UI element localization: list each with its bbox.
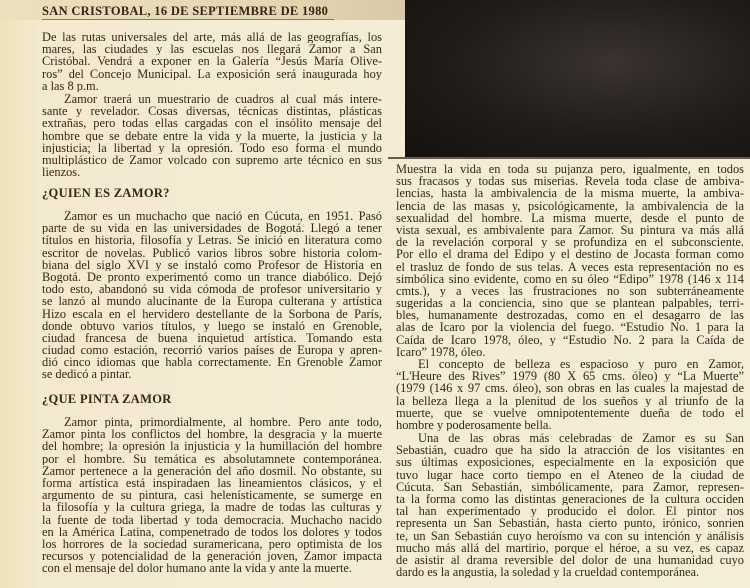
text-line: ciudad francesa de buena inquietud artística. Tomando esta: [42, 331, 382, 345]
text-line: forma artística está inspiradaen las lineamientos clásicos, y el: [42, 476, 382, 490]
text-line: argumento de su pintura, casi helenísticamente, se sumerge en: [42, 489, 382, 502]
text-line: multiplástico de Zamor volcado con supremo arte técnico en sus: [42, 153, 382, 167]
text-line: mucho más allá del martirio, porque el héroe, a su vez, es capaz: [396, 541, 744, 554]
text-line: la belleza llega a la plenitud de los sueños y al triunfo de la: [396, 394, 744, 407]
text-line: Zamor pinta los conflictos del hombre, la desgracia y la muerte: [42, 428, 382, 441]
text-line: en la América Latina, compenetrado de todos los dolores y todos: [42, 525, 382, 538]
artwork-photo: [405, 0, 750, 157]
text-line: alas de Icaro por la violencia del fuego. “Estudio No. 1 para la: [396, 321, 744, 334]
text-line: Cristóbal. Vendrá a exponer en la Galería “Jesús María Olive-: [42, 55, 382, 68]
text-line: Caída de Icaro 1978, óleo, y “Estudio No. 2 para la Caída de: [396, 333, 744, 346]
section-heading-que-pinta-zamor: ¿QUE PINTA ZAMOR: [42, 392, 172, 406]
text-line: la fuente de toda libertad y toda democracia. Muchacho nacido: [42, 513, 382, 526]
text-line: donde obtuvo varios títulos, y luego se instaló en Grenoble,: [42, 319, 382, 332]
text-line: de la revelación corporal y se profundiza en el subconsciente.: [396, 236, 744, 249]
text-line: ros” del Concejo Municipal. La exposición será inaugurada hoy: [42, 67, 382, 80]
intro-paragraph-2: [42, 93, 382, 178]
text-line: sugeridas a la conciencia, sino que se plantean palpables, terri-: [396, 297, 744, 310]
text-line: sexualidad del hombre. La misma muerte, desde el punto de: [396, 211, 744, 224]
text-line: Cúcuta. San Sebastián, simbólicamente, para Zamor, represen-: [396, 480, 744, 493]
text-line: tuvo lugar hace corto tiempo en el Ateneo de la ciudad de: [396, 468, 744, 481]
text-line: parte de su vida en las universidades de Bogotá. Llegó a tener: [42, 222, 382, 235]
text-line: títulos en historia, filosofía y Letras. Se inició en literatura como: [42, 234, 382, 247]
section2-paragraph: [42, 416, 382, 574]
text-line: dió cinco idiomas que habla correctamente. En Grenoble Zamor: [42, 356, 382, 369]
text-line: con el mensaje del dolor humano ante la vida y ante la muerte.: [42, 562, 352, 575]
text-line: Por ello el drama del Edipo y el destino de Jocasta forman como: [396, 248, 744, 261]
right-paragraph-3: [396, 432, 744, 578]
text-line: dardo es la angustia, la soledad y la crueldad contemporánea.: [396, 566, 700, 579]
text-line: ta la forma como las distintas generaciones de la cultura occiden: [396, 492, 744, 506]
text-line: Sebastián, cuadro que ha sido la atracción de los visitantes en: [396, 444, 744, 457]
text-line: (1979 (146 x 97 cms. óleo), son obras en las cuales la majestad de: [396, 382, 744, 395]
text-line: Zamor traerá un muestrario de cuadros al cual más intere-: [64, 93, 382, 106]
text-line: sante y revelador. Cosas diversas, técnicas distintas, plásticas: [42, 105, 382, 118]
text-line: Bogotá. De pronto experimentó como un trance diabólico. Dejó: [42, 270, 382, 284]
text-line: lencia de las masas y, psicológicamente, la ambivalencia de la: [396, 199, 744, 212]
right-paragraph-1: [396, 163, 744, 358]
text-line: representa un San Sebastián, hasta cierto punto, irónico, sonrien: [396, 517, 744, 530]
text-line: simbólica sino evidente, como en su óleo “Edipo” 1978 (146 x 114: [396, 272, 744, 285]
text-line: a las 8 p.m.: [42, 79, 99, 92]
text-line: todo esto, abandonó su vida cómoda de profesor universitario y: [42, 283, 382, 296]
text-line: la filosofía y la cultura griega, la madre de todas las culturas y: [42, 501, 382, 514]
text-line: extrañas, pero todas ellas cargadas con el insólito mensaje del: [42, 117, 382, 130]
text-line: muerte, que se vuelve omnipotentemente dueña de todo el: [396, 406, 744, 419]
text-line: El concepto de belleza es espacioso y puro en Zamor,: [418, 358, 744, 371]
text-line: te, un San Sebastián cuyo heroísmo va con su intención y análisis: [396, 529, 744, 542]
section-heading-quien-es-zamor: ¿QUIEN ES ZAMOR?: [42, 186, 170, 200]
text-line: hombre que se debate entre la vida y la muerte, la justicia y la: [42, 129, 382, 142]
text-line: el trasluz de fondo de sus telas. A veces esta representación no es: [396, 260, 744, 273]
text-line: del hombre; la opresión la injusticia y la humillación del hombre: [42, 440, 382, 453]
text-line: sus fracasos y todas sus miserias. Revela toda clase de ambiva-: [396, 175, 744, 188]
text-line: vista sexual, es ambivalente para Zamor. Su pintura va más allá: [396, 223, 744, 237]
text-line: hombre y poderosamente bella.: [396, 418, 552, 432]
section1-paragraph: [42, 210, 382, 381]
text-line: biana del siglo XVI y se instaló como Profesor de Historia en: [42, 258, 382, 271]
text-line: sus últimas exposiciones, especialmente en la exposición que: [396, 456, 744, 469]
text-line: Una de las obras más celebradas de Zamor es su San: [418, 432, 744, 445]
text-line: “L'Heure des Rives” 1979 (80 X 65 cms. óleo) y “La Muerte”: [396, 370, 744, 383]
text-line: Zamor es un muchacho que nació en Cúcuta, en 1951. Pasó: [64, 210, 382, 223]
text-line: cmts.), y a veces las frustraciones no son subterráneamente: [396, 284, 744, 298]
text-line: Zamor pertenece a la generación del año dosmil. No obstante, su: [42, 464, 382, 477]
text-line: injusticia; la libertad y la opresión. Todo eso forma el mundo: [42, 141, 382, 154]
text-line: Hizo escala en el hervidero destellante de la Sorbona de París,: [42, 307, 382, 320]
text-line: por el hombre. Su temática es absolutamnete contemporánea.: [42, 452, 382, 465]
intro-paragraph-1: [42, 31, 382, 92]
text-line: Muestra la vida en toda su pujanza pero, igualmente, en todos: [396, 163, 744, 176]
text-line: se dedicó a pintar.: [42, 368, 132, 381]
text-line: lienzos.: [42, 166, 81, 179]
text-line: mares, las ciudades y las escuelas nos llegará Zamor a San: [42, 43, 382, 56]
text-line: Icaro” 1978, óleo.: [396, 345, 486, 358]
right-paragraph-2: [396, 358, 744, 431]
text-line: Zamor pinta, primordialmente, al hombre. Pero ante todo,: [64, 416, 382, 429]
dateline: SAN CRISTOBAL, 16 DE SEPTIEMBRE DE 1980: [42, 4, 334, 20]
text-line: de asistir al drama reversible del dolor de una humanidad cuyo: [396, 553, 744, 567]
text-line: tal han experimentado y producido el dolor. El pintor nos: [396, 505, 744, 518]
text-line: los horrores de la sociedad suramericana, pero optimista de los: [42, 537, 382, 551]
photo-divider: [388, 157, 750, 159]
text-line: recursos y potencialidad de la generación joven, Zamor impacta: [42, 550, 382, 563]
text-line: se lanzó al mundo alucinante de la Europa culterana y artística: [42, 295, 382, 308]
text-line: escritor de novelas. Publicó varios libros sobre historia colom-: [42, 246, 382, 259]
text-line: De las rutas universales del arte, más allá de las geografías, los: [42, 31, 382, 44]
text-line: bles, humanamente destrozadas, como en el desagarro de las: [396, 309, 744, 322]
text-line: ciudad como estación, recorrió varios países de Europa y apren-: [42, 344, 382, 357]
text-line: lencias, hasta la ambivalencia de la misma muerte, la ambiva-: [396, 187, 744, 200]
